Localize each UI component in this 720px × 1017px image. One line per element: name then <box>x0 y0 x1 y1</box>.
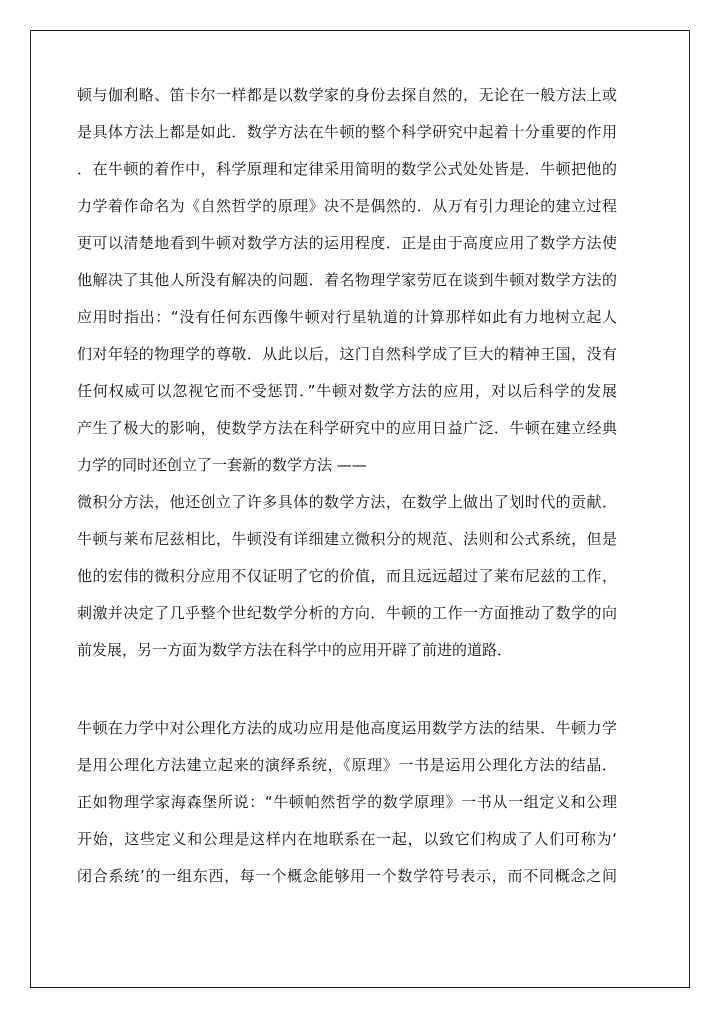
text-line: 正如物理学家海森堡所说：“牛顿帕然哲学的数学原理》一书从一组定义和公理 <box>77 793 617 811</box>
text-line: 开始，这些定义和公理是这样内在地联系在一起，以致它们构成了人们可称为‘ <box>77 830 617 848</box>
text-line: 力学着作命名为《自然哲学的原理》决不是偶然的．从万有引力理论的建立过程 <box>77 197 617 215</box>
text-line: 应用时指出：“没有任何东西像牛顿对行星轨道的计算那样如此有力地树立起人 <box>77 308 617 326</box>
text-line: 顿与伽利略、笛卡尔一样都是以数学家的身份去探自然的，无论在一般方法上或 <box>77 86 617 104</box>
text-line: 闭合系统’的一组东西，每一个概念能够用一个数学符号表示，而不同概念之间 <box>77 867 617 885</box>
text-line: 力学的同时还创立了一套新的数学方法 —— <box>77 456 367 474</box>
text-line: 是具体方法上都是如此．数学方法在牛顿的整个科学研究中起着十分重要的作用 <box>77 123 617 141</box>
text-line: 是用公理化方法建立起来的演绎系统，《原理》一书是运用公理化方法的结晶． <box>77 756 617 774</box>
text-line: 牛顿在力学中对公理化方法的成功应用是他高度运用数学方法的结果．牛顿力学 <box>77 719 617 737</box>
text-line: 前发展，另一方面为数学方法在科学中的应用开辟了前进的道路． <box>77 641 513 659</box>
text-line: ．在牛顿的着作中，科学原理和定律采用简明的数学公式处处皆是．牛顿把他的 <box>77 160 617 178</box>
text-line: 微积分方法，他还创立了许多具体的数学方法，在数学上做出了划时代的贡献． <box>77 493 617 511</box>
text-line: 他的宏伟的微积分应用不仅证明了它的价值，而且远远超过了莱布尼兹的工作， <box>77 567 617 585</box>
text-line: 牛顿与莱布尼兹相比，牛顿没有详细建立微积分的规范、法则和公式系统，但是 <box>77 530 617 548</box>
text-line: 刺激并决定了几乎整个世纪数学分析的方向．牛顿的工作一方面推动了数学的向 <box>77 604 617 622</box>
text-line: 任何权威可以忽视它而不受惩罚．”牛顿对数学方法的应用，对以后科学的发展 <box>77 382 617 400</box>
text-line: 他解决了其他人所没有解决的问题．着名物理学家劳厄在谈到牛顿对数学方法的 <box>77 271 617 289</box>
text-line: 更可以清楚地看到牛顿对数学方法的运用程度．正是由于高度应用了数学方法使 <box>77 234 617 252</box>
text-line: 们对年轻的物理学的尊敬．从此以后，这门自然科学成了巨大的精神王国，没有 <box>77 345 617 363</box>
text-line: 产生了极大的影响，使数学方法在科学研究中的应用日益广泛．牛顿在建立经典 <box>77 419 617 437</box>
